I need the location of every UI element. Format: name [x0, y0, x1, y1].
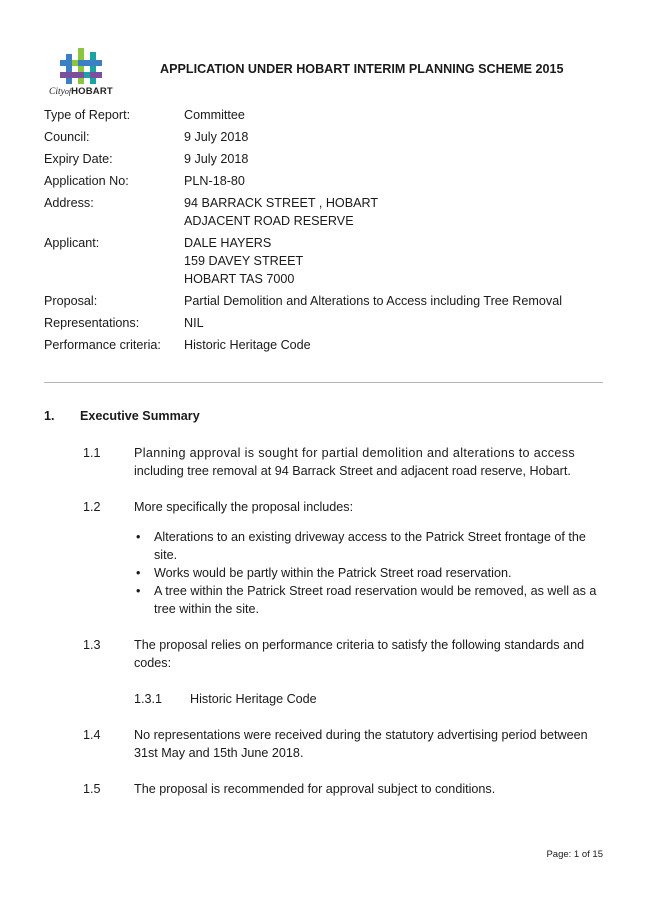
detail-council: Council: 9 July 2018: [44, 130, 249, 144]
paragraph-1-3: 1.3 The proposal relies on performance criteria to satisfy the following standards and codes:: [83, 638, 585, 670]
paragraph-1-3-1: 1.3.1 Historic Heritage Code: [134, 692, 317, 706]
horizontal-divider: [44, 382, 603, 383]
logo-wordmark: CityofHOBART: [49, 86, 113, 97]
document-title: APPLICATION UNDER HOBART INTERIM PLANNING SCHEME 2015: [160, 62, 564, 76]
executive-summary-section: [44, 406, 603, 798]
paragraph-1-4: 1.4 No representations were received during the statutory advertising period between 31st May and 15th June 2018.: [83, 728, 588, 760]
section-heading: 1. Executive Summary: [44, 409, 200, 423]
detail-expiry-date: Expiry Date: 9 July 2018: [44, 152, 249, 166]
list-item: • A tree within the Patrick Street road reservation would be removed, as well as a tree within the site.: [134, 582, 603, 618]
paragraph-1-2: 1.2 More specifically the proposal includes:: [83, 500, 354, 514]
detail-address: Address: 94 BARRACK STREET , HOBART ADJACENT ROAD RESERVE: [44, 196, 379, 228]
detail-proposal: Proposal: Partial Demolition and Alterations to Access including Tree Removal: [44, 294, 563, 308]
page-number: Page: 1 of 15: [546, 849, 603, 860]
proposal-bullet-list: [134, 528, 603, 618]
detail-type-of-report: Type of Report: Committee: [44, 108, 245, 122]
application-details: [44, 106, 604, 358]
list-item: • Alterations to an existing driveway access to the Patrick Street frontage of the site.: [134, 528, 603, 564]
list-item: • Works would be partly within the Patrick Street road reservation.: [134, 564, 603, 582]
detail-performance-criteria: Performance criteria: Historic Heritage Code: [44, 338, 311, 352]
detail-application-no: Application No: PLN-18-80: [44, 174, 245, 188]
detail-applicant: Applicant: DALE HAYERS 159 DAVEY STREET HOBART TAS 7000: [44, 236, 304, 286]
detail-representations: Representations: NIL: [44, 316, 204, 330]
paragraph-1-5: 1.5 The proposal is recommended for approval subject to conditions.: [83, 782, 496, 796]
paragraph-1-1: 1.1 Planning approval is sought for partial demolition and alterations to access including tree removal at 94 Barrack Street and adjacent road reserve, Hobart.: [83, 446, 576, 478]
